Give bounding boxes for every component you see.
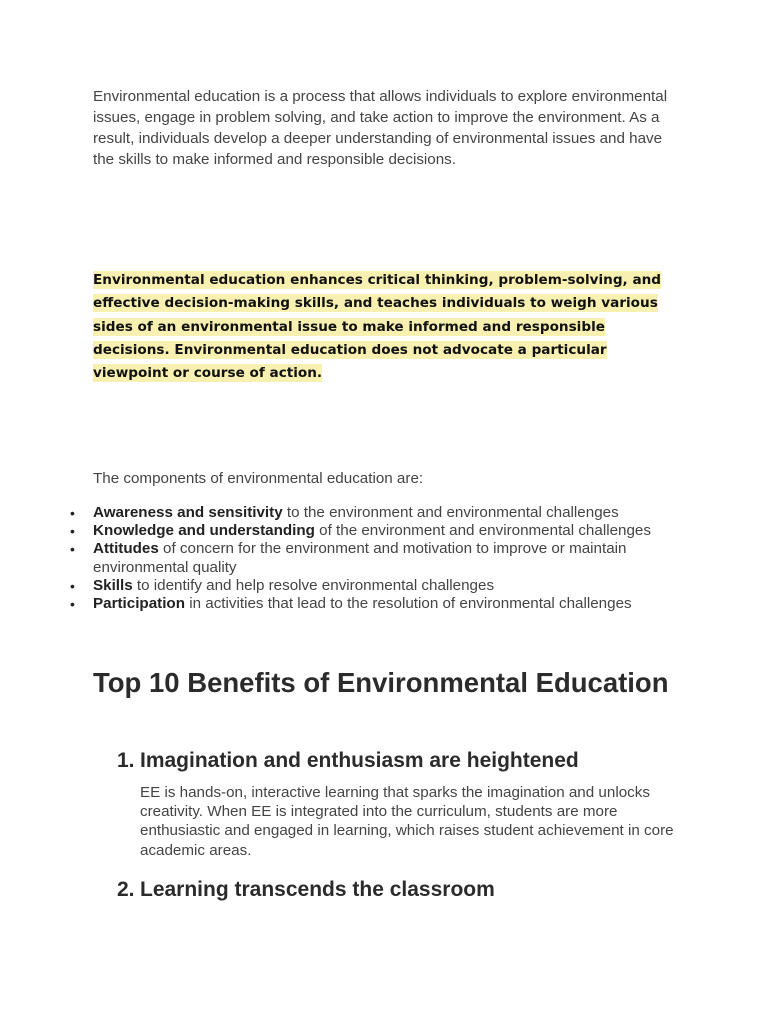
- benefit-body: EE is hands-on, interactive learning that sparks the imagination and unlocks creativity. When EE is integrated into the curriculum, students are more enthusiastic and engaged in learning, which raises student achievement in core academic areas.: [140, 784, 674, 859]
- benefit-heading: [117, 876, 687, 904]
- benefit-heading: [117, 747, 687, 775]
- intro-paragraph: Environmental education is a process that allows individuals to explore environmental issues, engage in problem solving, and take action to improve the environment. As a result, individuals develop a deeper understanding of environmental issues and have the skills to make informed and responsible decisions.: [93, 88, 668, 168]
- component-term: Skills: [93, 576, 133, 594]
- components-list: [68, 504, 678, 613]
- component-description: of the environment and environmental challenges: [314, 522, 651, 540]
- bullet-icon: •: [70, 577, 75, 594]
- list-item: [68, 577, 678, 595]
- benefit-title: Learning transcends the classroom: [140, 878, 495, 901]
- list-item: [68, 504, 678, 522]
- list-item: [68, 540, 678, 576]
- bullet-icon: •: [70, 505, 75, 521]
- component-term: Awareness and sensitivity: [93, 504, 283, 521]
- benefit-title: Imagination and enthusiasm are heightened: [140, 749, 579, 772]
- component-description: of concern for the environment and motivation to improve or maintain environmental quality: [93, 540, 627, 576]
- components-intro: The components of environmental education are:: [93, 470, 424, 487]
- component-term: Participation: [93, 595, 185, 613]
- benefit-number: 1.: [117, 749, 135, 772]
- bullet-icon: •: [70, 541, 75, 558]
- list-item: [68, 522, 678, 540]
- main-heading: Top 10 Benefits of Environmental Education: [93, 667, 669, 698]
- bullet-icon: •: [70, 596, 75, 613]
- highlighted-paragraph: [93, 269, 668, 385]
- list-item: [68, 595, 678, 613]
- highlighted-text: Environmental education enhances critical thinking, problem-solving, and effective decision-making skills, and teaches individuals to weigh various sides of an environmental issue to make informed and responsible decisions. Environmental education does not advocate a particular viewpoint or course of action.: [93, 272, 662, 382]
- component-term: Knowledge and understanding: [93, 522, 315, 540]
- component-description: to identify and help resolve environmental challenges: [132, 576, 495, 594]
- benefit-number: 2.: [117, 878, 135, 901]
- benefit-section: [117, 747, 687, 860]
- benefit-section: [117, 876, 687, 904]
- bullet-icon: •: [70, 523, 75, 540]
- component-term: Attitudes: [93, 540, 159, 558]
- component-description: in activities that lead to the resolution of environmental challenges: [185, 595, 632, 613]
- component-description: to the environment and environmental challenges: [282, 504, 619, 521]
